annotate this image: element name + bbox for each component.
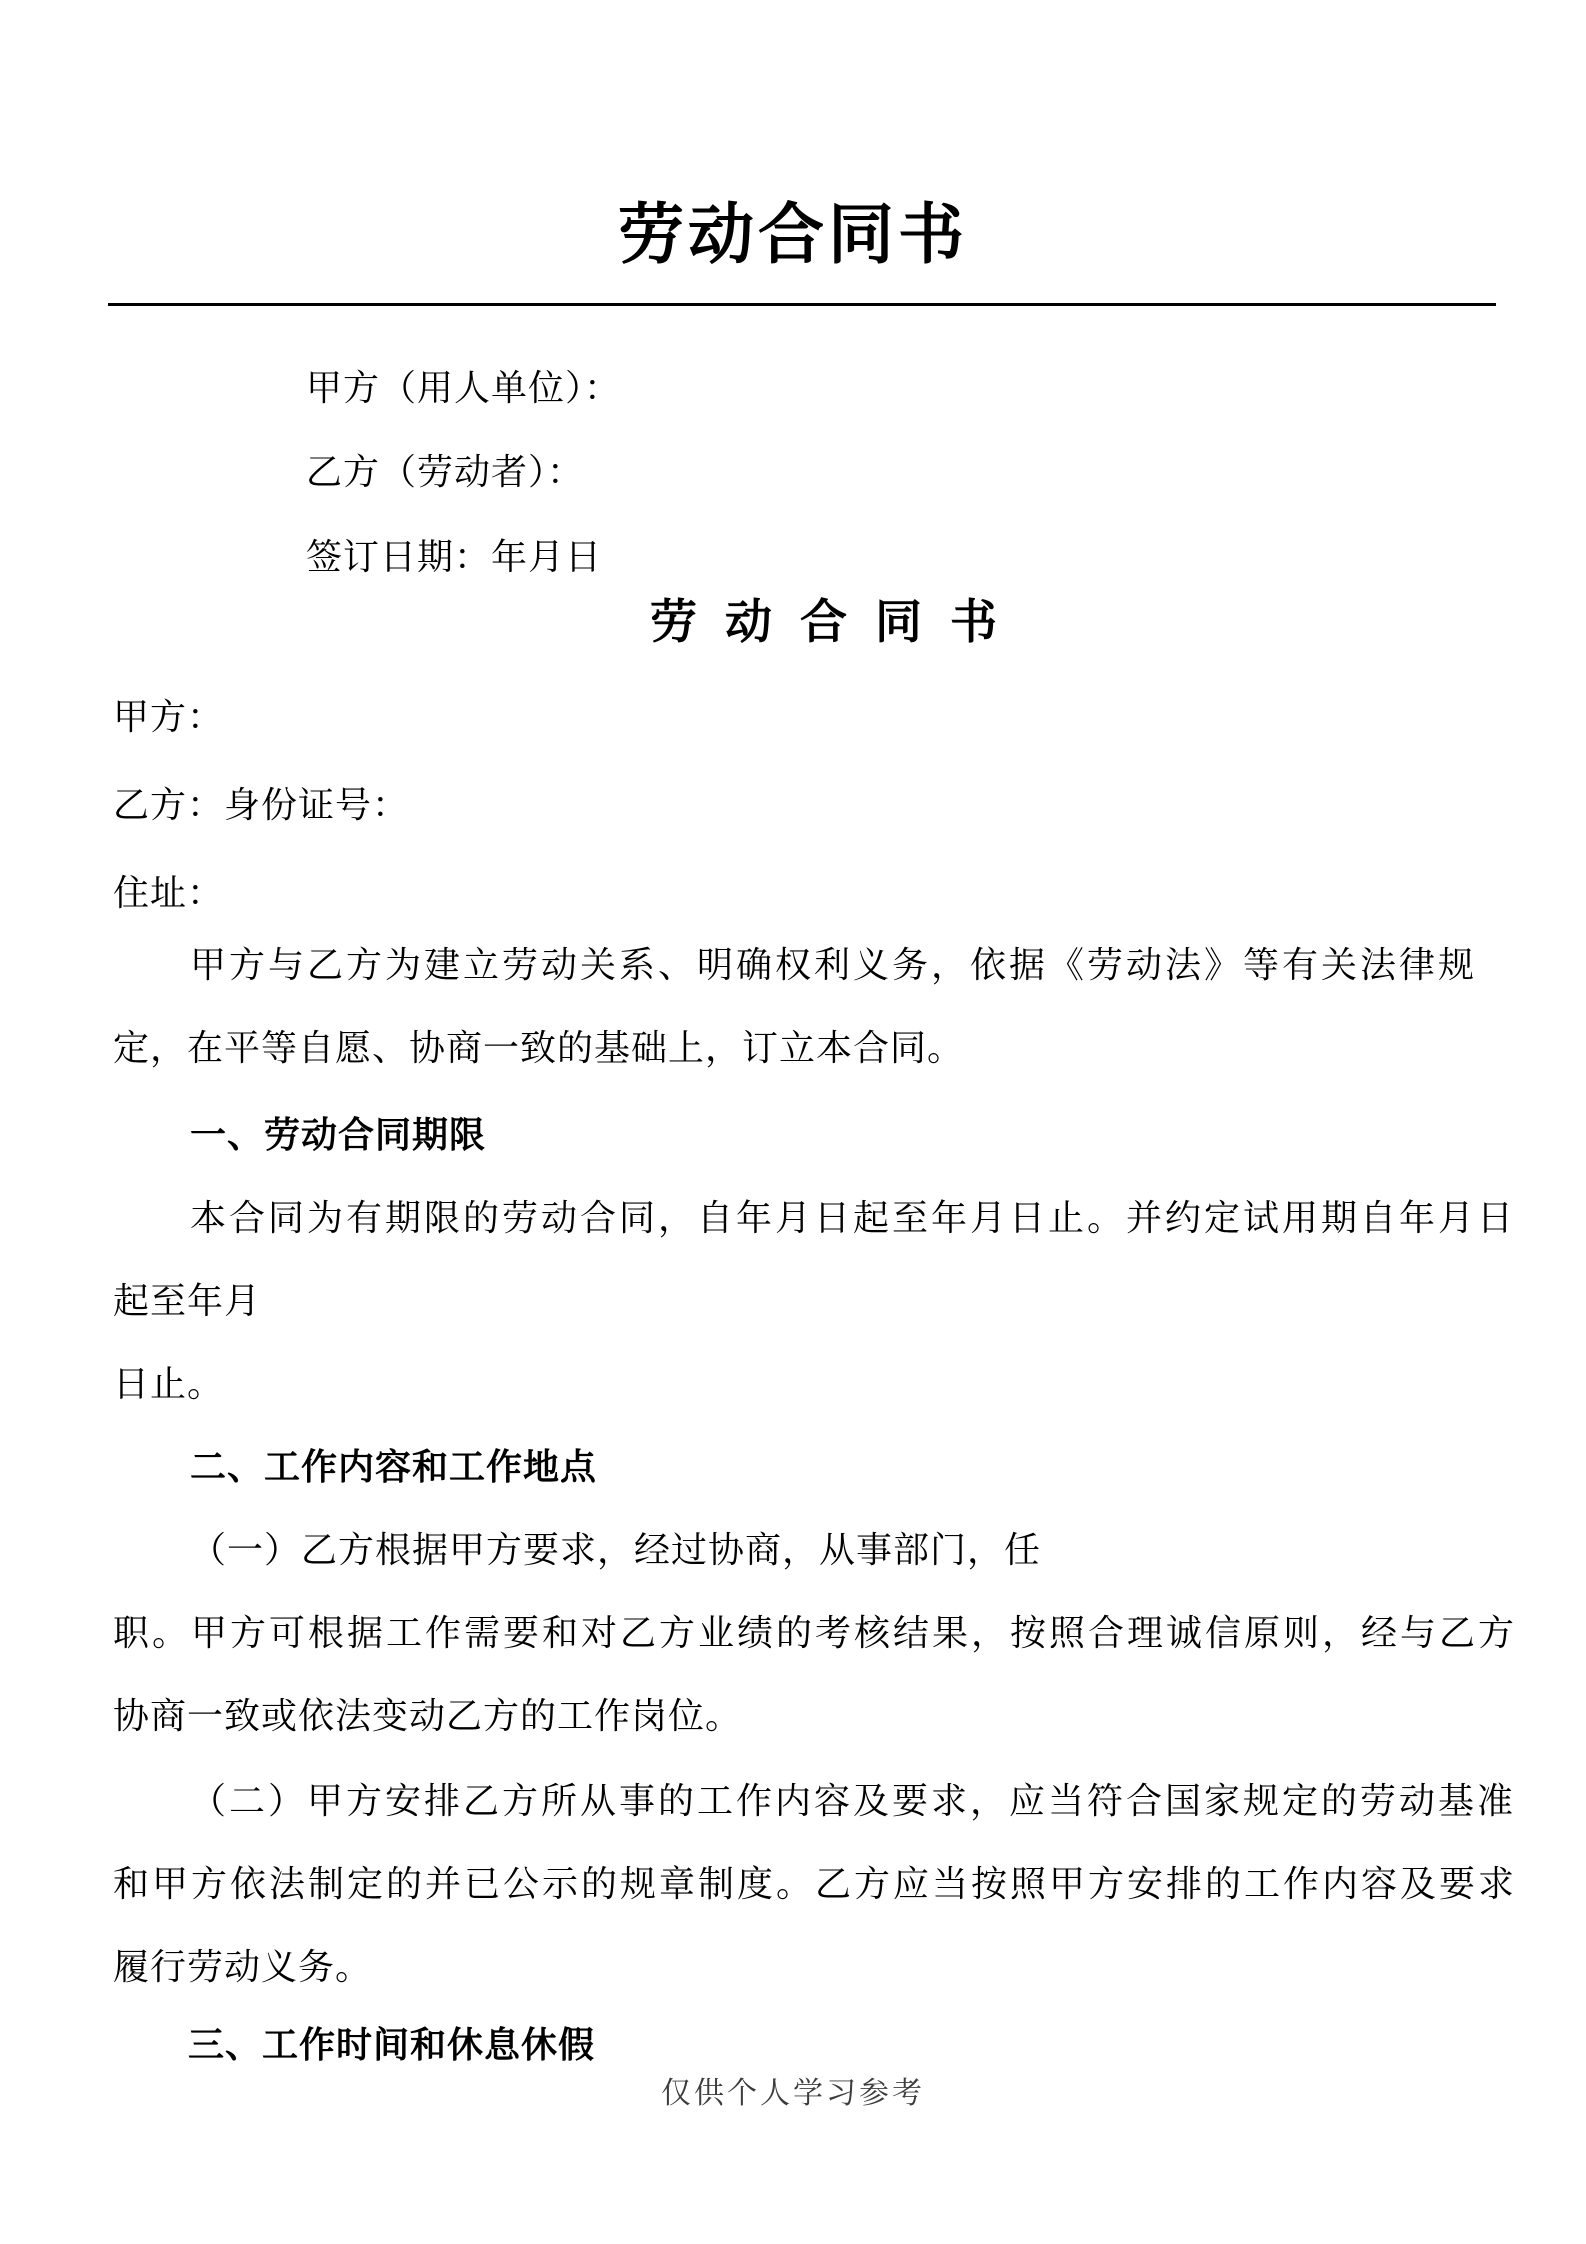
section-2-item-2-line-3: 履行劳动义务。 xyxy=(113,1947,373,1987)
cover-sign-date-label: 签订日期：年月日 xyxy=(306,537,603,577)
cover-party-b-label: 乙方（劳动者）： xyxy=(306,452,585,492)
preamble-line-2: 定，在平等自愿、协商一致的基础上，订立本合同。 xyxy=(113,1028,965,1068)
party-b-id-line: 乙方：身份证号： xyxy=(113,785,410,825)
section-3-heading: 三、工作时间和休息休假 xyxy=(188,2025,596,2065)
section-2-item-1-line-3: 协商一致或依法变动乙方的工作岗位。 xyxy=(113,1696,743,1736)
body-title: 劳动合同书 xyxy=(650,597,1025,649)
footer-note: 仅供个人学习参考 xyxy=(661,2077,925,2110)
section-2-heading: 二、工作内容和工作地点 xyxy=(190,1447,598,1487)
section-2-item-1-line-2: 职。甲方可根据工作需要和对乙方业绩的考核结果，按照合理诚信原则，经与乙方 xyxy=(113,1613,1518,1653)
cover-party-a-label: 甲方（用人单位）： xyxy=(306,368,622,408)
section-2-item-2-line-1: （二）甲方安排乙方所从事的工作内容及要求，应当符合国家规定的劳动基准 xyxy=(190,1781,1517,1821)
party-a-line: 甲方： xyxy=(113,697,225,737)
document-title: 劳动合同书 xyxy=(618,199,968,272)
address-line: 住址： xyxy=(113,873,225,913)
title-divider xyxy=(108,303,1496,306)
section-1-heading: 一、劳动合同期限 xyxy=(190,1115,487,1155)
preamble-line-1: 甲方与乙方为建立劳动关系、明确权利义务，依据《劳动法》等有关法律规 xyxy=(190,945,1478,985)
section-1-line-3: 日止。 xyxy=(113,1364,225,1404)
section-1-line-2: 起至年月 xyxy=(113,1281,262,1321)
section-2-item-2-line-2: 和甲方依法制定的并已公示的规章制度。乙方应当按照甲方安排的工作内容及要求 xyxy=(113,1864,1518,1904)
section-2-item-1-line-1: （一）乙方根据甲方要求，经过协商，从事部门，任 xyxy=(190,1530,1042,1570)
section-1-line-1: 本合同为有期限的劳动合同，自年月日起至年月日止。并约定试用期自年月日 xyxy=(190,1198,1517,1238)
